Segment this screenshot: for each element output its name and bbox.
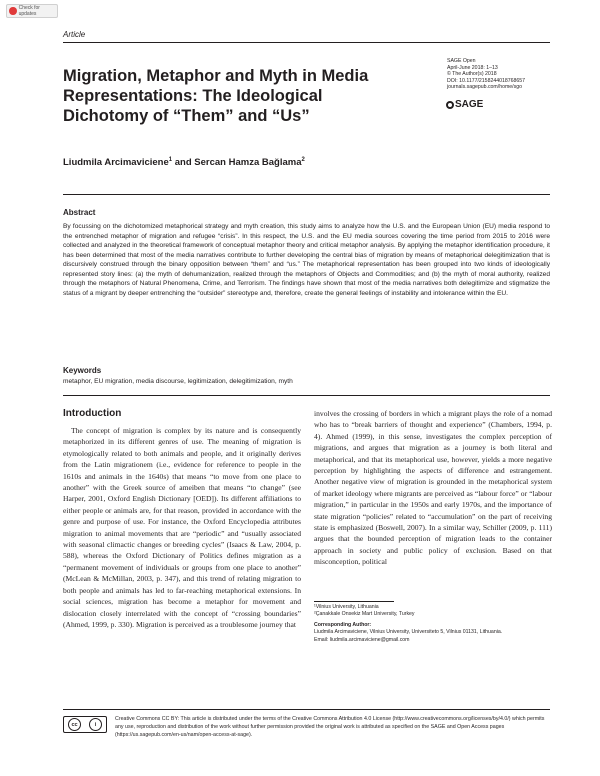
article-title: Migration, Metaphor and Myth in Media Representations: The Ideological Dichotomy of “Them” and “Us” bbox=[63, 67, 369, 125]
attribution-icon: i bbox=[89, 718, 102, 731]
footnote-divider bbox=[314, 601, 394, 602]
footnotes bbox=[314, 604, 550, 644]
journal-name: SAGE Open bbox=[447, 58, 476, 64]
cc-by-badge[interactable] bbox=[63, 716, 107, 733]
author-1-affil: 1 bbox=[168, 157, 173, 163]
license-divider bbox=[63, 709, 550, 710]
publisher-name: SAGE bbox=[455, 99, 484, 110]
introduction-heading: Introduction bbox=[63, 408, 122, 419]
author-conjunction: and bbox=[172, 157, 195, 169]
cc-icon: cc bbox=[68, 718, 81, 731]
introduction-column-1: The concept of migration is complex by its nature and is consequently metaphorized in its different genres of use. The meaning of migration is etymologically related to both animals and people, and it originally derives from the Latin migrationem (i.e., evidence for reference to people in the 1610s and animals in the 1640s) that means “to move from one place to another” with the Greek source of ameiben that means “to change” (see Harper, 2001, Oxford English Dictionary [OED]). Its different affiliations to either people or animals are, for that reason, provided in accordance with the genre and purpose of use. For instance, the Oxford Encyclopedia attributes migration to animal movements that are “periodic” and “usually associated with seasonal climactic changes or breeding cycles” (Isaacs & Law, 2004, p. 588), whereas the Oxford Dictionary of Politics defines migration as a “permanent movement of individuals or groups from one place to another” (McLean & McMillan, 2003, p. 347), and this trend of relating migration to both people and animals has led to far-reaching metaphorical extensions. In social sciences, migration has become a metaphor for movement and dislocation closely interrelated with the concept of “crossing boundaries” (Ahmed, 1999, p. 330). Migration is perceived as a troublesome journey that bbox=[63, 426, 301, 629]
affiliation-2: ²Çanakkale Onsekiz Mart University, Turkey bbox=[314, 611, 415, 618]
corresponding-address: Liudmila Arcimaviciene, Vilnius University, Universiteto 5, Vilnius 01131, Lithuania. bbox=[314, 629, 503, 636]
check-for-updates-label: Check for updates bbox=[18, 5, 40, 17]
sage-logo-icon bbox=[446, 101, 454, 109]
body-divider bbox=[63, 395, 550, 396]
author-2: Sercan Hamza Bağlama bbox=[194, 157, 302, 169]
license-text: Creative Commons CC BY: This article is distributed under the terms of the Creative Commons Attribution 4.0 License (http://www.creativecommons.org/licenses/by/4.0/) which permits any use, reproduction and distribution of the work without further permission provided the original work is attributed as specified on the SAGE and Open Access pages (https://us.sagepub.com/en-us/nam/open-access-at-sage). bbox=[115, 716, 545, 738]
issue-info: April-June 2018: 1–13 bbox=[447, 64, 498, 71]
corresponding-author-heading: Corresponding Author: bbox=[314, 621, 372, 628]
author-1: Liudmila Arcimaviciene bbox=[63, 157, 169, 169]
journal-url[interactable]: journals.sagepub.com/home/sgo bbox=[447, 84, 522, 91]
keywords-heading: Keywords bbox=[63, 366, 102, 375]
abstract-divider bbox=[63, 194, 550, 195]
journal-meta bbox=[447, 58, 525, 91]
author-2-affil: 2 bbox=[301, 157, 305, 163]
update-icon bbox=[9, 7, 17, 15]
header-divider bbox=[63, 42, 550, 43]
copyright: © The Author(s) 2018 bbox=[447, 71, 497, 78]
affiliation-1: ¹Vilnius University, Lithuania bbox=[314, 604, 379, 610]
abstract-heading: Abstract bbox=[63, 208, 96, 217]
introduction-column-2: involves the crossing of borders in which a migrant plays the role of a nomad who has to “break barriers of thought and experience” (Chambers, 1994, p. 4). Ahmed (1999), in this sense, investigates the complex perception of migrations, and argues that migration as a journey is both literal and metaphorical, and that its metaphorical use, however, yields a more negative perception by highlighting the aspects of difference and estrangement. Another negative view of migration is grounded in the metaphorical system of market ideology where migrants are perceived as “labour force” or “labour migration,” in particular in the 1950s and early 1970s, and the importance of state migration “policies” related to “accumulation” on the part of receiving state is emphasized (Boswell, 2007). In a similar way, Schiller (2009, p. 111) argues that the bounded perception of migration leads to the container approach in society and public policy of exclusion. Based on that misconception, political bbox=[314, 409, 552, 567]
corresponding-heading bbox=[314, 622, 550, 629]
author-list bbox=[63, 157, 305, 168]
doi[interactable]: DOI: 10.1177/2158244018768657 bbox=[447, 77, 526, 84]
sage-logo bbox=[446, 99, 483, 110]
corresponding-email[interactable]: Email: liudmila.arcimaviciene@gmail.com bbox=[314, 636, 410, 643]
check-for-updates-badge[interactable] bbox=[6, 4, 58, 18]
keywords-text: metaphor, EU migration, media discourse, legitimization, delegitimization, myth bbox=[63, 378, 293, 385]
abstract-text: By focussing on the dichotomized metaphorical strategy and myth creation, this study aims to analyze how the U.S. and the European Union (EU) media respond to the entrenched metaphor of migration and refugee “crisis”. In this respect, the U.S. and the EU media sources covering the time period from 2015 to 2016 were collected and analyzed in the theoretical framework of conceptual metaphor theory and critical metaphor analysis. By applying the metaphor identification procedure, it has been determined that most of the media narratives contribute to further developing the central bias of migration by means of metaphorical delegitimization that is discursively construed through the binary opposition between “them” and “us.” The metaphorical representation has been grouped into two kinds of ideologically represented story lines: (a) the myth of dehumanization, realized through the metaphors of Objects and Commodities; and (b) the myth of moral authority, realized through the metaphors of Natural Phenomena, Crime, and Terrorism. The findings have shown that most of the media narratives both delegitimize and stigmatize the status of a migrant by deeper entrenching the “outsider” stereotype and, therefore, create the general feelings of instability and intolerance within the EU. bbox=[63, 223, 550, 297]
article-type-label: Article bbox=[63, 30, 86, 39]
